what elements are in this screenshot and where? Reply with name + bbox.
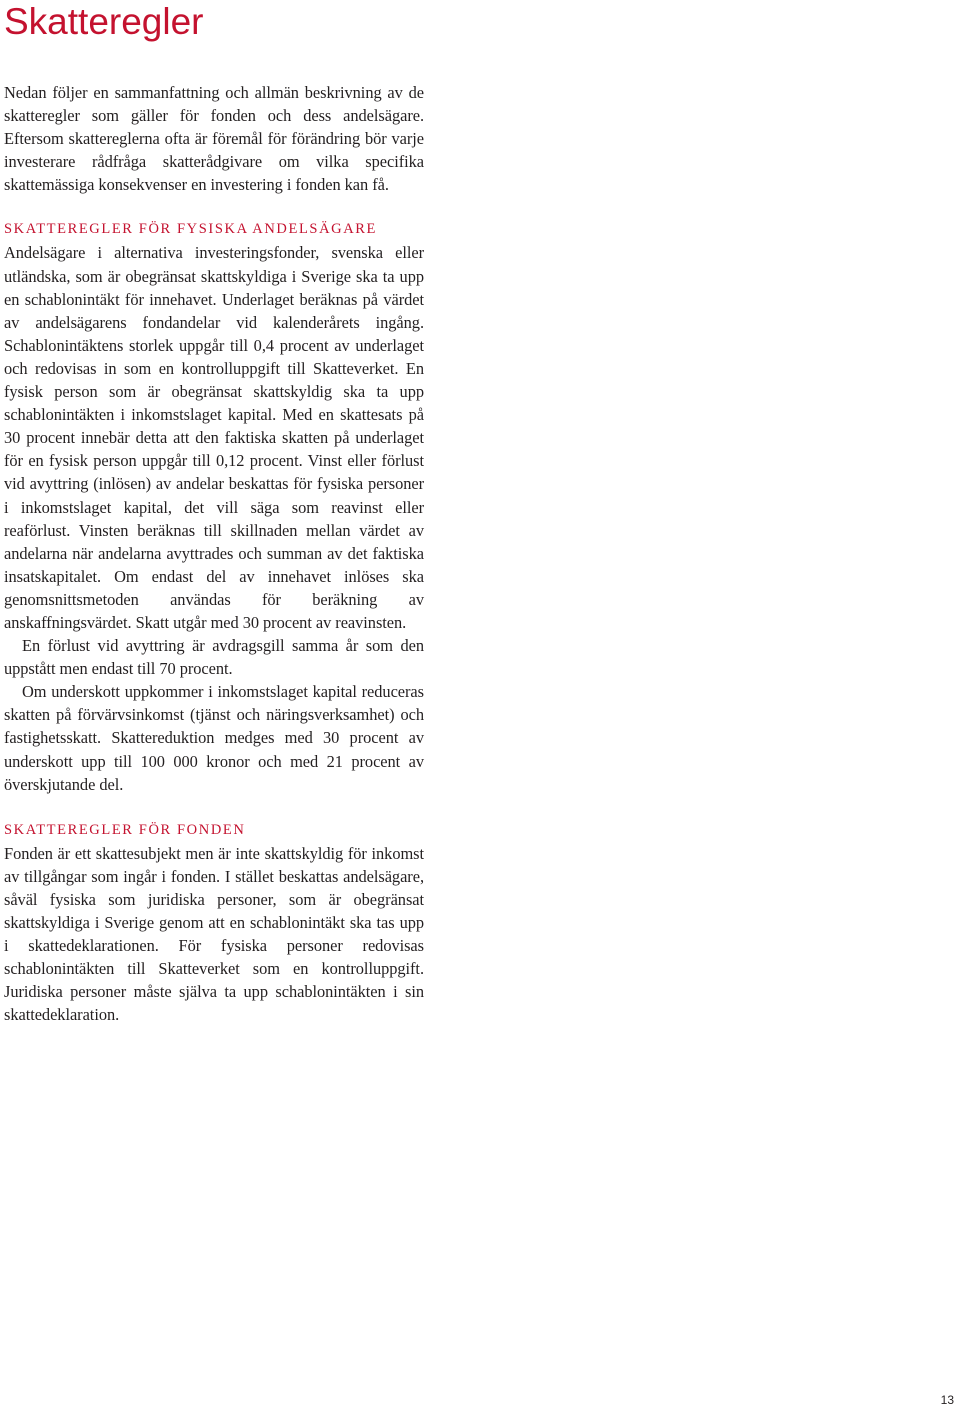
text-column [4, 81, 424, 1049]
body-paragraph: Om underskott uppkommer i inkomstslaget kapital reduceras skatten på förvärvsinkomst (tjänst och näringsverksamhet) och fastighetsskatt. Skattereduktion medges med 30 procent av underskott upp till 100 000 kronor och med 21 procent av överskjutande del. [4, 682, 424, 794]
intro-paragraph: Nedan följer en sammanfattning och allmän beskrivning av de skatteregler som gäller för fonden och dess andelsägare. Eftersom skattereglerna ofta är föremål för förändring bör varje investerare rådfråga skatterådgivare om vilka specifika skattemässiga konsekvenser en investering i fonden kan få. [4, 83, 424, 195]
body-paragraph: Fonden är ett skattesubjekt men är inte skattskyldig för inkomst av tillgångar som ingår i fonden. I stället beskattas andelsägare, såväl fysiska som juridiska personer, som är obegränsat skattskyldiga i Sverige genom att en schablonintäkt ska tas upp i skattedeklarationen. För fysiska personer redovisas schablonintäkten till Skatteverket som en kontrolluppgift. Juridiska personer måste själva ta upp schablonintäkten i sin skattedeklaration. [4, 843, 424, 1025]
page-title: Skatteregler [4, 1, 204, 42]
section-heading: SKATTEREGLER FÖR FYSISKA ANDELSÄGARE [4, 221, 378, 238]
page-number: 13 [940, 1393, 954, 1407]
section-fysiska-andelsagare [4, 218, 424, 795]
section-fonden [4, 819, 424, 1027]
body-paragraph: Andelsägare i alternativa investeringsfonder, svenska eller utländska, som är obegränsat skattskyldiga i Sverige ska ta upp en schablonintäkt för innehavet. Underlaget beräknas på värdet av andelsägarens fondandelar vid kalenderårets ingång. Schablonintäktens storlek uppgår till 0,4 procent av underlaget och redovisas in som en kontrolluppgift till Skatteverket. En fysisk person som är obegränsat skattskyldig ska ta upp schablonintäkten i inkomstslaget kapital. Med en skattesats på 30 procent innebär detta att den faktiska skatten på underlaget för en fysisk person uppgår till 0,12 procent. Vinst eller förlust vid avyttring (inlösen) av andelar beskattas för fysiska personer i inkomstslaget kapital, det vill säga som reavinst eller reaförlust. Vinsten beräknas till skillnaden mellan värdet av andelarna när andelarna avyttrades och summan av det faktiska insatskapitalet. Om endast del av innehavet inlöses ska genomsnittsmetoden användas för beräkning av anskaffningsvärdet. Skatt utgår med 30 procent av reavinsten. [4, 243, 424, 632]
section-heading: SKATTEREGLER FÖR FONDEN [4, 821, 246, 838]
body-paragraph: En förlust vid avyttring är avdragsgill samma år som den uppstått men endast till 70 procent. [4, 636, 424, 679]
